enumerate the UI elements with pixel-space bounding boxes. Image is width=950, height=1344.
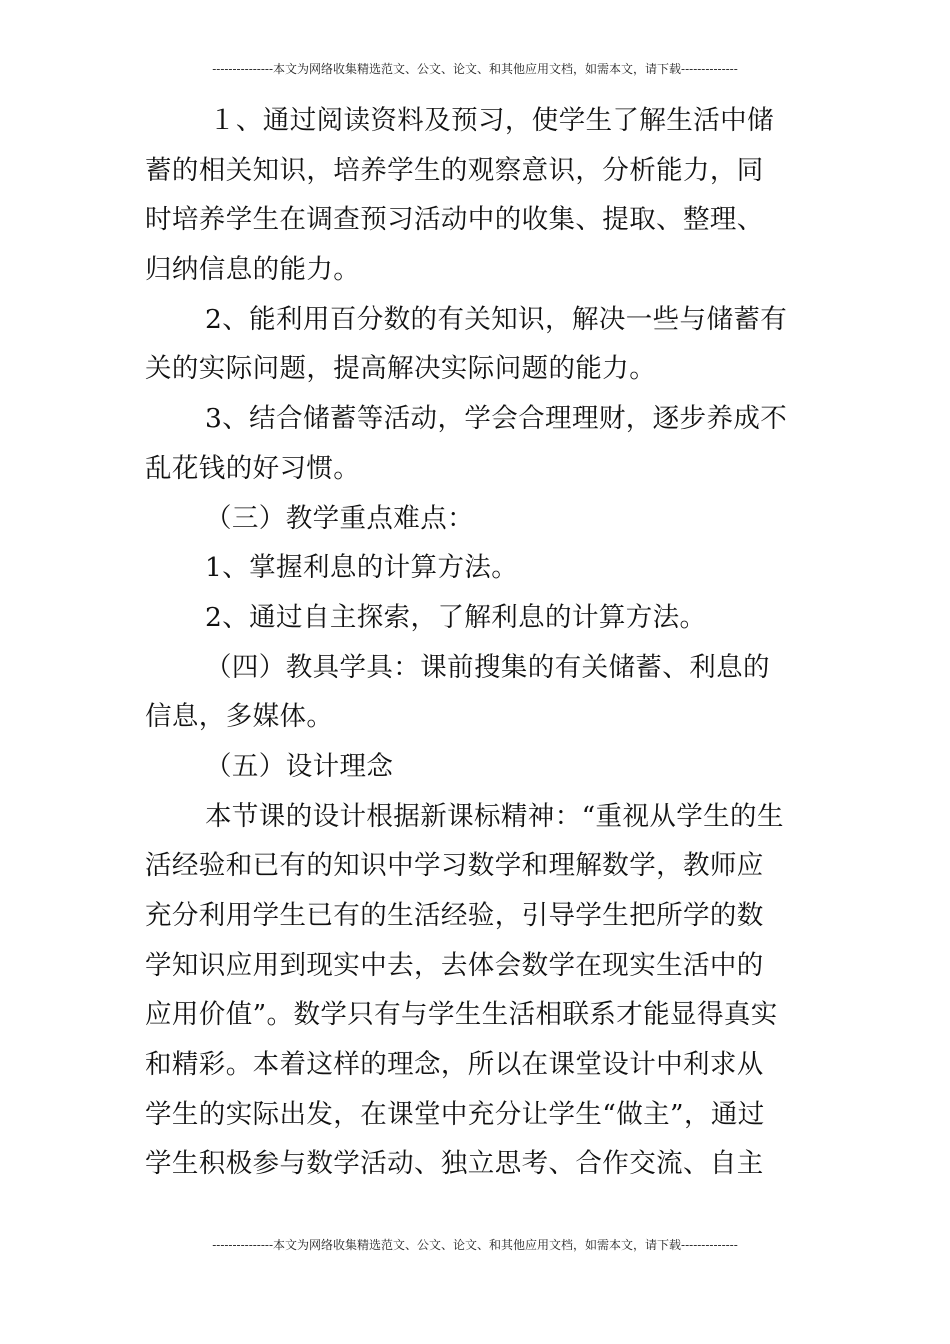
paragraph-line: 3、结合储蓄等活动，学会合理理财，逐步养成不 [205, 403, 788, 435]
paragraph-line: 充分利用学生已有的生活经验，引导学生把所学的数 [145, 900, 764, 931]
paragraph-line: 本节课的设计根据新课标精神：“重视从学生的生 [205, 800, 784, 832]
paragraph-line: 关的实际问题，提高解决实际问题的能力。 [145, 353, 657, 385]
document-body [145, 96, 810, 1189]
section-heading: （五）设计理念 [205, 750, 394, 782]
header-note: ---------------本文为网络收集精选范文、公文、论文、和其他应用文档，如需本文，请下载-------------- [212, 62, 738, 76]
paragraph-line: 蓄的相关知识，培养学生的观察意识，分析能力，同 [145, 154, 764, 186]
paragraph-line: 活经验和已有的知识中学习数学和理解数学，教师应 [145, 850, 764, 882]
paragraph-line: 学生的实际出发，在课堂中充分让学生“做主”，通过 [145, 1098, 765, 1130]
paragraph-line: 应用价值”。数学只有与学生生活相联系才能显得真实 [145, 999, 778, 1031]
section-heading: （四）教具学具：课前搜集的有关储蓄、利息的 [205, 651, 770, 683]
paragraph-line: 时培养学生在调查预习活动中的收集、提取、整理、 [145, 204, 764, 236]
paragraph-line: 和精彩。本着这样的理念，所以在课堂设计中利求从 [145, 1049, 764, 1081]
paragraph-line: １、通过阅读资料及预习，使学生了解生活中储 [209, 105, 774, 136]
paragraph-line: 信息，多媒体。 [145, 701, 334, 733]
paragraph-line: 2、通过自主探索，了解利息的计算方法。 [205, 601, 707, 633]
paragraph-line: 1、掌握利息的计算方法。 [205, 552, 519, 584]
paragraph-line: 学生积极参与数学活动、独立思考、合作交流、自主 [145, 1148, 764, 1180]
paragraph-line: 乱花钱的好习惯。 [145, 452, 361, 484]
section-heading: （三）教学重点难点： [205, 502, 474, 534]
paragraph-line: 2、能利用百分数的有关知识，解决一些与储蓄有 [205, 303, 788, 335]
paragraph-line: 学知识应用到现实中去，去体会数学在现实生活中的 [145, 949, 764, 981]
paragraph-line: 归纳信息的能力。 [145, 254, 361, 286]
footer-note: ---------------本文为网络收集精选范文、公文、论文、和其他应用文档，如需本文，请下载-------------- [212, 1238, 738, 1252]
